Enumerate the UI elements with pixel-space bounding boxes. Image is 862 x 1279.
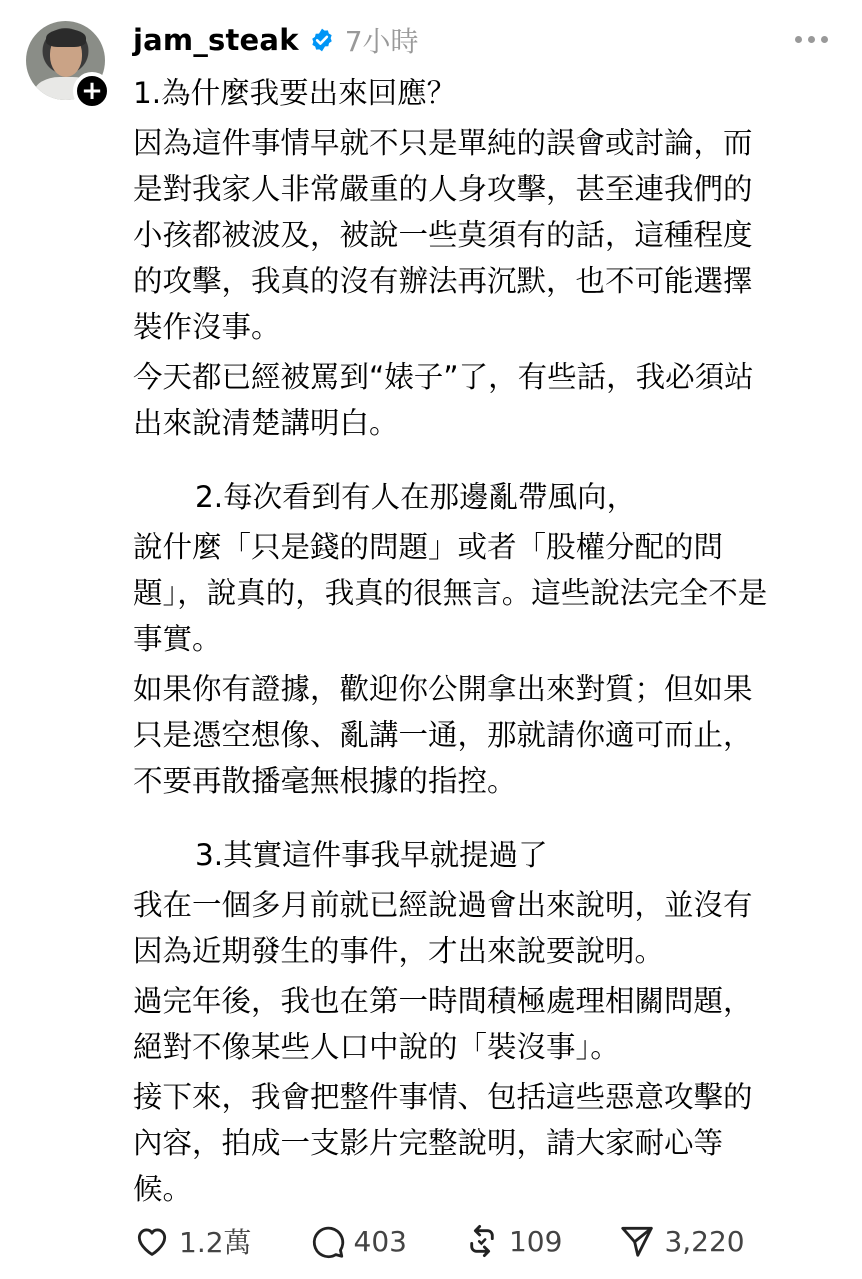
comment-bubble-icon — [308, 1222, 346, 1260]
repost-count: 109 — [508, 1224, 563, 1258]
action-bar — [133, 1218, 801, 1264]
post-paragraph: 說什麼「只是錢的問題」或者「股權分配的問 題」，說真的，我真的很無言。這些說法完全不是 事實。 — [133, 530, 768, 656]
post-paragraph: 過完年後，我也在第一時間積極處理相關問題， 絕對不像某些人口中說的「裝沒事」。 — [133, 984, 753, 1064]
like-count: 1.2萬 — [179, 1226, 252, 1259]
post-header — [133, 18, 419, 62]
post-paragraph: 我在一個多月前就已經說過會出來說明，並沒有 因為近期發生的事件，才出來說要說明。 — [133, 888, 753, 968]
username[interactable]: jam_steak — [133, 23, 299, 57]
send-icon — [618, 1222, 656, 1260]
post-paragraph: 如果你有證據，歡迎你公開拿出來對質；但如果 只是憑空想像、亂講一通，那就請你適可而止， 不要再散播毫無根據的指控。 — [133, 672, 753, 798]
comment-count: 403 — [353, 1224, 407, 1258]
share-count: 3,220 — [664, 1224, 745, 1258]
avatar-hair — [46, 29, 86, 47]
comment-button[interactable] — [308, 1222, 407, 1260]
post-heading-3: 3.其實這件事我早就提過了 — [195, 838, 548, 872]
like-button[interactable] — [133, 1221, 252, 1261]
heart-icon — [133, 1222, 171, 1260]
repost-icon — [463, 1222, 501, 1260]
verified-badge-icon — [309, 27, 335, 53]
follow-plus-icon[interactable]: + — [73, 72, 111, 110]
more-options-icon[interactable] — [795, 36, 828, 43]
share-button[interactable] — [618, 1222, 744, 1260]
post-paragraph: 接下來，我會把整件事情、包括這些惡意攻擊的 內容，拍成一支影片完整說明，請大家耐心等 候。 — [133, 1080, 753, 1206]
post-heading-1: 1.為什麼我要出來回應？ — [133, 76, 457, 110]
post-heading-2: 2.每次看到有人在那邊亂帶風向， — [195, 480, 637, 514]
post-body — [133, 70, 833, 1212]
repost-button[interactable] — [463, 1222, 562, 1260]
post-time: 7小時 — [344, 25, 419, 58]
post-paragraph: 今天都已經被罵到“婊子”了，有些話，我必須站 出來說清楚講明白。 — [133, 360, 754, 440]
post-paragraph: 因為這件事情早就不只是單純的誤會或討論，而 是對我家人非常嚴重的人身攻擊，甚至連我們的 小孩都被波及，被說一些莫須有的話，這種程度 的攻擊，我真的沒有辦法再沉默，也不可能選擇 裝作沒事。 — [133, 126, 753, 344]
